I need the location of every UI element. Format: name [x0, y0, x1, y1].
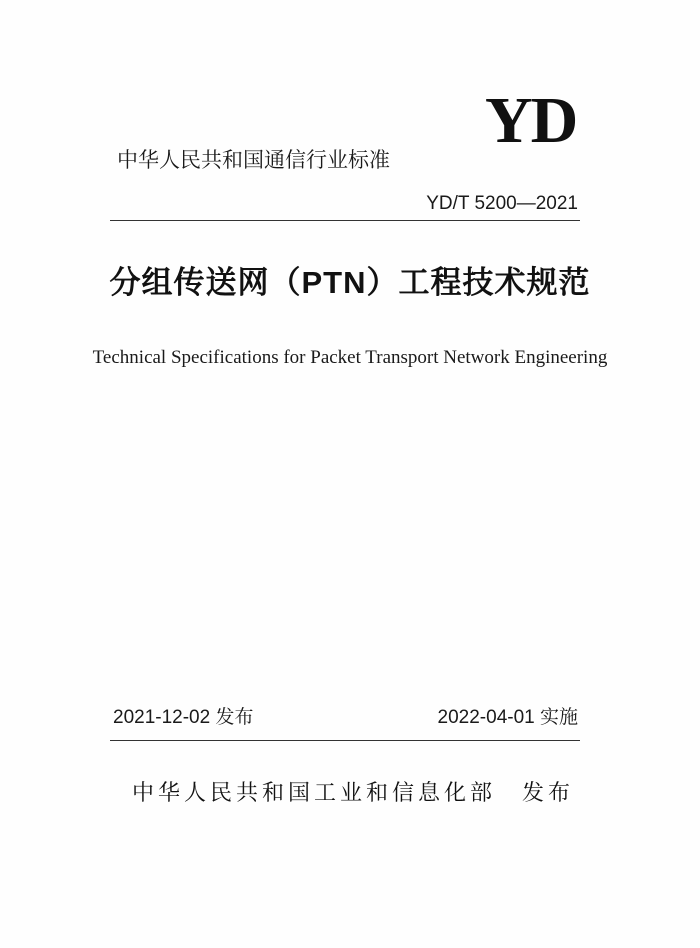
publisher: 中华人民共和国工业和信息化部 发布: [132, 780, 575, 805]
dates-divider: [110, 740, 580, 741]
standard-category: 中华人民共和国通信行业标准: [117, 149, 390, 172]
implementation-date: 2022-04-01 实施: [437, 707, 578, 728]
standard-number: YD/T 5200—2021: [426, 193, 578, 214]
header-divider: [110, 220, 580, 221]
title-english: Technical Specifications for Packet Transport Network Engineering: [92, 347, 608, 368]
yd-logo: YD: [485, 84, 577, 157]
issue-date: 2021-12-02 发布: [113, 707, 254, 728]
title-chinese: 分组传送网（PTN）工程技术规范: [109, 265, 591, 300]
